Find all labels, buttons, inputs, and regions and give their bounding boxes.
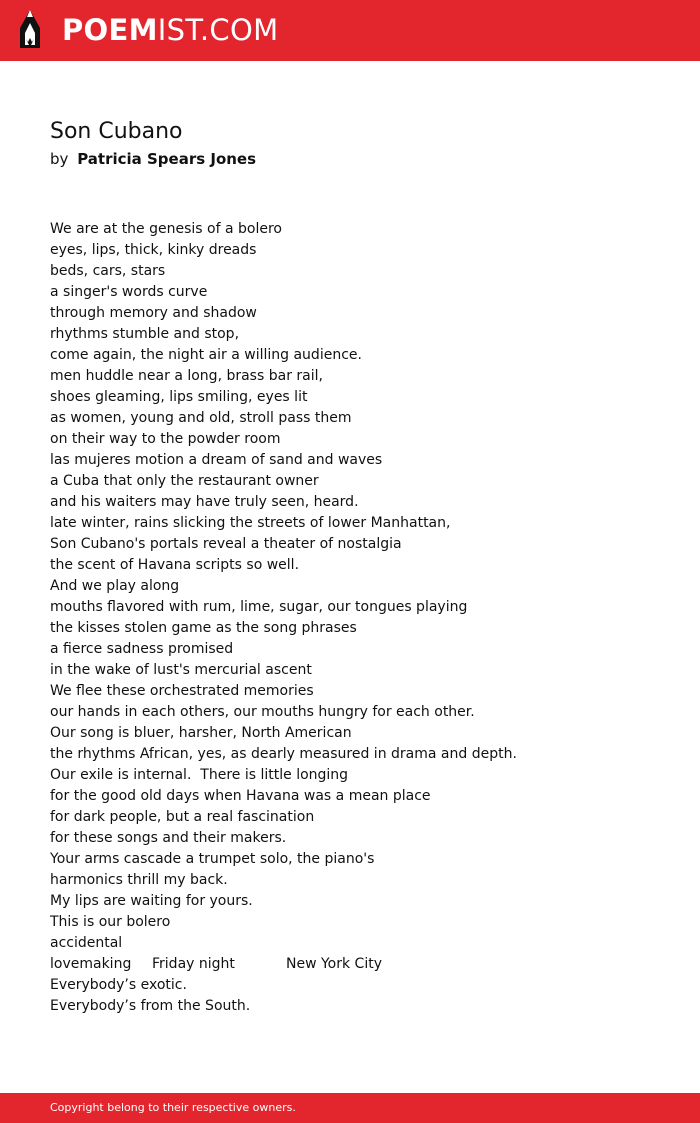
poem-line: the rhythms African, yes, as dearly measured in drama and depth. [50,746,517,762]
site-logo[interactable] [62,12,278,48]
poem-title: Son Cubano [50,119,183,144]
poem-line: las mujeres motion a dream of sand and waves [50,452,383,468]
poem-line: men huddle near a long, brass bar rail, [50,368,323,384]
poem-line: through memory and shadow [50,305,257,321]
by-label: by [50,150,69,168]
poem-line: for dark people, but a real fascination [50,809,315,825]
poem-spaced-line [50,954,670,975]
spaced-segment: Friday night [152,956,235,972]
poem-line: for these songs and their makers. [50,830,287,846]
poem-line: the scent of Havana scripts so well. [50,557,300,573]
byline [50,149,256,169]
poem-line: Everybody’s exotic. [50,977,187,993]
spaced-segment: lovemaking [50,956,132,972]
site-footer [0,1093,700,1123]
poem-line: Everybody’s from the South. [50,998,251,1014]
pen-nib-icon[interactable] [17,9,43,51]
poem-line: We flee these orchestrated memories [50,683,314,699]
poem-line: Our exile is internal. There is little longing [50,767,349,783]
poem-line: And we play along [50,578,180,594]
poem-line: mouths flavored with rum, lime, sugar, our tongues playing [50,599,468,615]
poem-line: Your arms cascade a trumpet solo, the piano's [50,851,375,867]
spaced-segment: New York City [286,956,382,972]
logo-bold-text: POEM [62,13,158,47]
poem-line: We are at the genesis of a bolero [50,221,282,237]
poem-line: on their way to the powder room [50,431,281,447]
copyright-text: Copyright belong to their respective owners. [50,1101,296,1114]
poem-line: and his waiters may have truly seen, heard. [50,494,359,510]
poem-line: accidental [50,935,123,951]
poem-line: come again, the night air a willing audience. [50,347,362,363]
author-name: Patricia Spears Jones [77,150,257,168]
poem-line: harmonics thrill my back. [50,872,228,888]
poem-line: in the wake of lust's mercurial ascent [50,662,312,678]
site-header [0,0,700,61]
poem-line: our hands in each others, our mouths hungry for each other. [50,704,475,720]
poem-line: late winter, rains slicking the streets of lower Manhattan, [50,515,451,531]
logo-light-text: IST.COM [157,13,279,47]
poem-line: beds, cars, stars [50,263,166,279]
poem-line: the kisses stolen game as the song phrases [50,620,357,636]
poem-line: eyes, lips, thick, kinky dreads [50,242,257,258]
poem-line: My lips are waiting for yours. [50,893,253,909]
poem-body [50,219,670,1017]
poem-line: a singer's words curve [50,284,208,300]
poem-line: a Cuba that only the restaurant owner [50,473,319,489]
poem-line: This is our bolero [50,914,171,930]
poem-line: a fierce sadness promised [50,641,234,657]
poem-line: rhythms stumble and stop, [50,326,240,342]
poem-line: shoes gleaming, lips smiling, eyes lit [50,389,308,405]
poem-line: as women, young and old, stroll pass them [50,410,352,426]
poem-line: for the good old days when Havana was a mean place [50,788,431,804]
poem-line: Son Cubano's portals reveal a theater of nostalgia [50,536,402,552]
poem-line: Our song is bluer, harsher, North American [50,725,352,741]
